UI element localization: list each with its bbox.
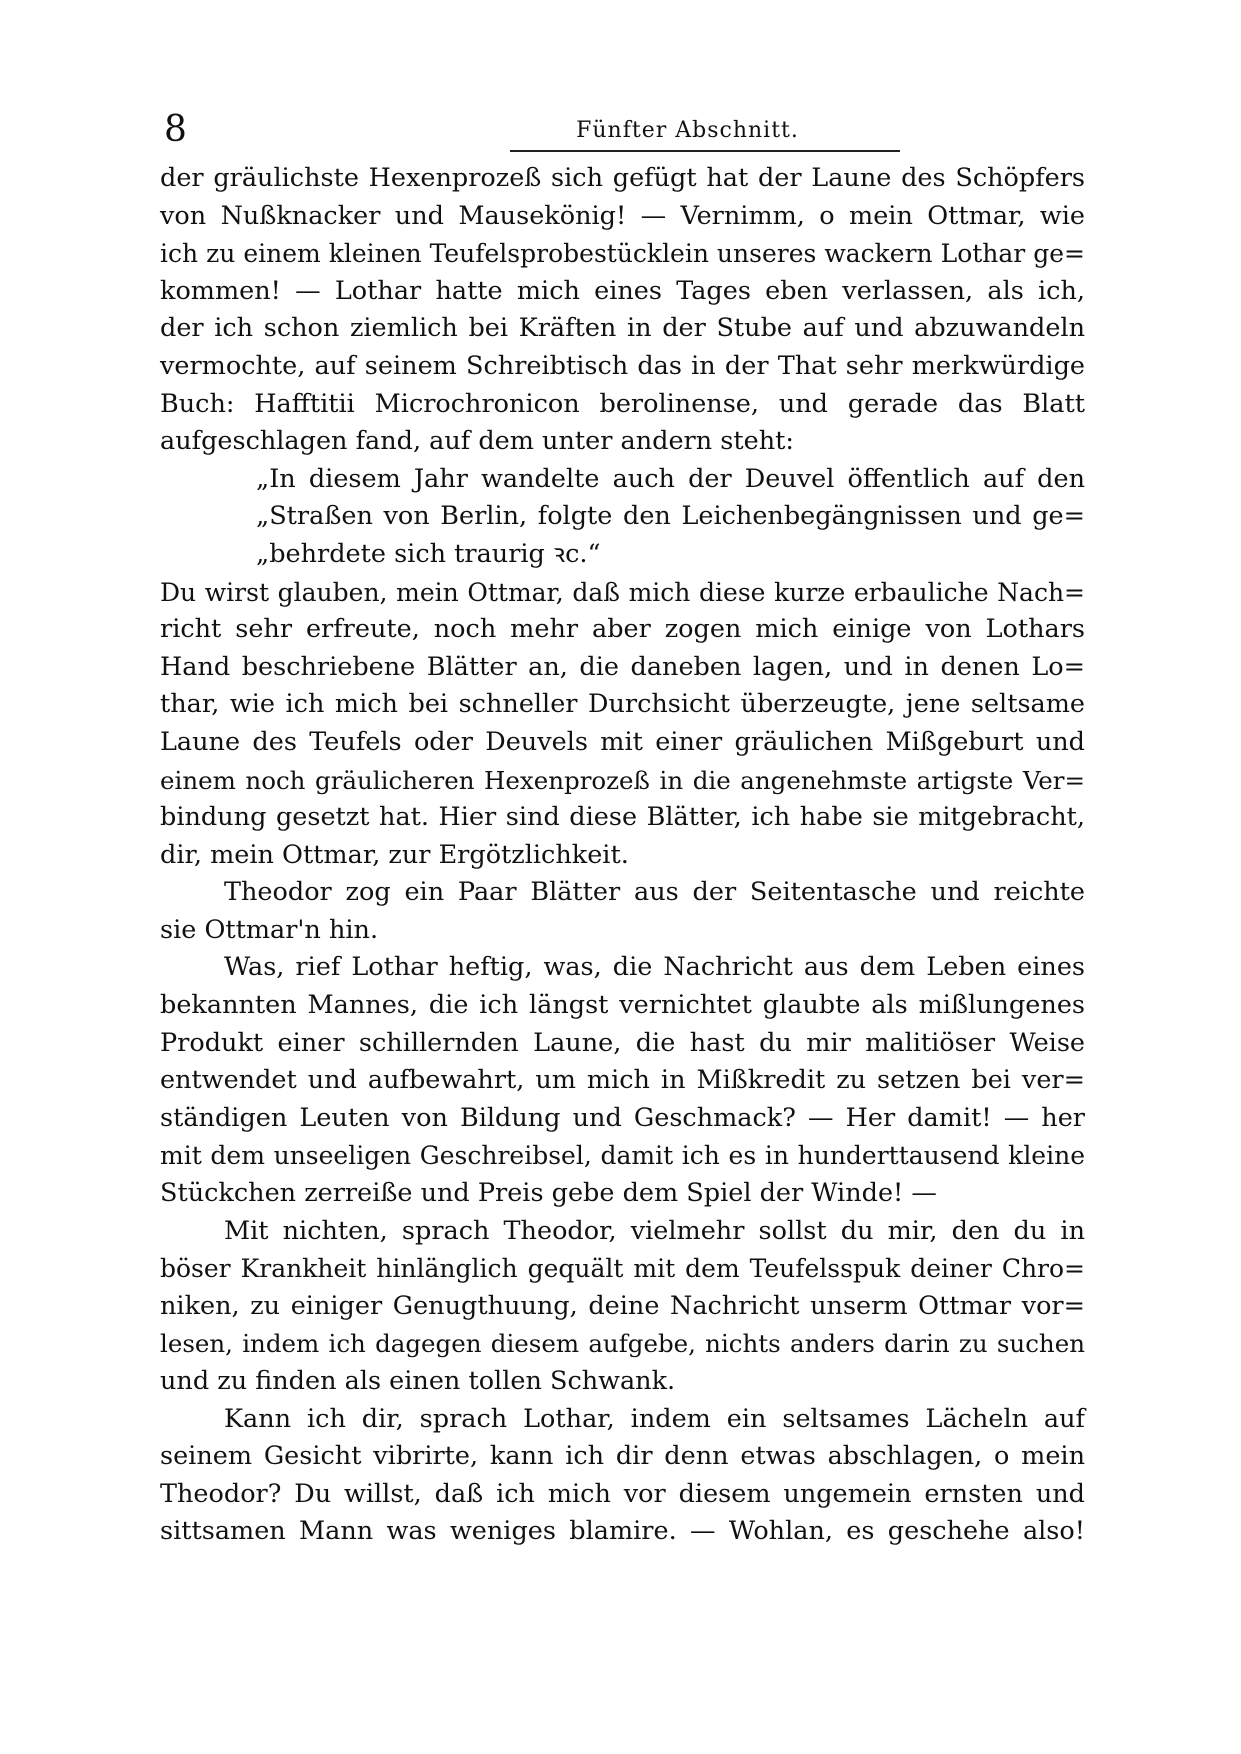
text-line: aufgeschlagen fand, auf dem unter andern steht: (160, 426, 794, 457)
book-page (160, 100, 1085, 1551)
text-line: bekannten Mannes, die ich längst vernichtet glaubte als mißlungenes (160, 990, 1085, 1021)
text-line: einem noch gräulicheren Hexenprozeß in die angenehmste artigste Ver= (160, 765, 1085, 795)
text-line: richt sehr erfreute, noch mehr aber zogen mich einige von Lothars (160, 614, 1085, 645)
text-line: Theodor zog ein Paar Blätter aus der Seitentasche und reichte (224, 877, 1085, 908)
text-line: der ich schon ziemlich bei Kräften in der Stube auf und abzuwandeln (160, 313, 1085, 344)
text-line: Hand beschriebene Blätter an, die daneben lagen, und in denen Lo= (160, 651, 1085, 682)
text-line: Buch: Hafftitii Microchronicon berolinense, und gerade das Blatt (160, 388, 1085, 419)
quote-line: „Straßen von Berlin, folgte den Leichenbegängnissen und ge= (256, 501, 1085, 532)
text-line: Stückchen zerreiße und Preis gebe dem Spiel der Winde! — (160, 1178, 937, 1209)
text-line: Du wirst glauben, mein Ottmar, daß mich diese kurze erbauliche Nach= (160, 577, 1085, 607)
text-line: Produkt einer schillernden Laune, die hast du mir malitiöser Weise (160, 1027, 1085, 1058)
text-line: vermochte, auf seinem Schreibtisch das in der That sehr merkwürdige (160, 350, 1085, 381)
text-line: kommen! — Lothar hatte mich eines Tages eben verlassen, als ich, (160, 275, 1085, 306)
text-line: seinem Gesicht vibrirte, kann ich dir denn etwas abschlagen, o mein (160, 1441, 1085, 1472)
text-line: der gräulichste Hexenprozeß sich gefügt hat der Laune des Schöpfers (160, 163, 1085, 193)
text-line: ich zu einem kleinen Teufelsprobestücklein unseres wackern Lothar ge= (160, 239, 1085, 269)
body-text (160, 160, 1085, 1551)
quote-line: „In diesem Jahr wandelte auch der Deuvel öffentlich auf den (256, 463, 1085, 494)
text-line: dir, mein Ottmar, zur Ergötzlichkeit. (160, 839, 629, 870)
header-rule (510, 150, 900, 152)
text-line: thar, wie ich mich bei schneller Durchsicht überzeugte, jene seltsame (160, 689, 1085, 720)
text-line: lesen, indem ich dagegen diesem aufgebe, nichts anders darin zu suchen (160, 1329, 1085, 1359)
text-line: Kann ich dir, sprach Lothar, indem ein seltsames Lächeln auf (224, 1403, 1085, 1434)
text-line: und zu finden als einen tollen Schwank. (160, 1366, 676, 1396)
text-line: Mit nichten, sprach Theodor, vielmehr sollst du mir, den du in (224, 1215, 1085, 1246)
text-line: sittsamen Mann was weniges blamire. — Wohlan, es geschehe also! (160, 1516, 1085, 1547)
text-line: bindung gesetzt hat. Hier sind diese Blätter, ich habe sie mitgebracht, (160, 802, 1085, 833)
text-line: Was, rief Lothar heftig, was, die Nachricht aus dem Leben eines (224, 952, 1085, 983)
text-line: Laune des Teufels oder Deuvels mit einer gräulichen Mißgeburt und (160, 726, 1085, 757)
text-line: böser Krankheit hinlänglich gequält mit dem Teufelsspuk deiner Chro= (160, 1254, 1085, 1284)
quote-line: „behrdete sich traurig ꝛc.“ (256, 538, 601, 569)
text-line: von Nußknacker und Mausekönig! — Vernimm, o mein Ottmar, wie (160, 200, 1085, 231)
running-title: Fünfter Abschnitt. (576, 118, 799, 143)
text-line: mit dem unseeligen Geschreibsel, damit ich es in hunderttausend kleine (160, 1141, 1085, 1171)
text-line: entwendet und aufbewahrt, um mich in Mißkredit zu setzen bei ver= (160, 1065, 1085, 1096)
page-header (160, 100, 1085, 154)
text-line: niken, zu einiger Genugthuung, deine Nachricht unserm Ottmar vor= (160, 1290, 1085, 1321)
text-line: ständigen Leuten von Bildung und Geschmack? — Her damit! — her (160, 1102, 1085, 1133)
text-line: sie Ottmar'n hin. (160, 914, 379, 945)
text-line: Theodor? Du willst, daß ich mich vor diesem ungemein ernsten und (160, 1478, 1085, 1509)
page-number: 8 (164, 109, 187, 150)
